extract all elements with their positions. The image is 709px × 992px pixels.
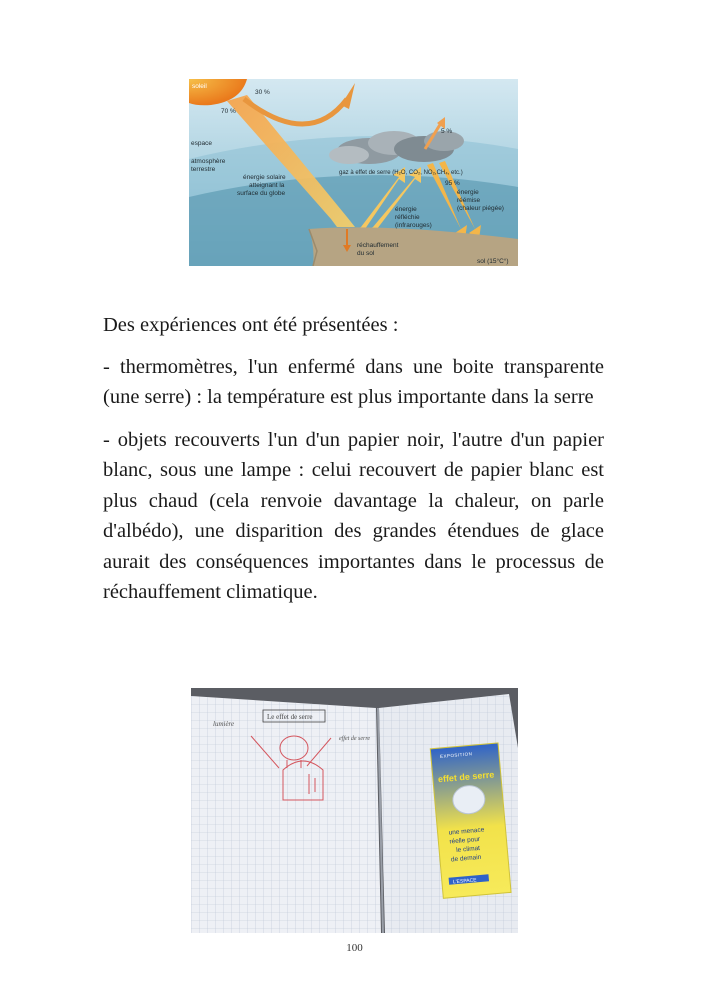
sketch-label-right: effet de serre (339, 736, 371, 742)
label-reemitted-3: (chaleur piégée) (457, 205, 504, 212)
sketch-label-left: lumière (213, 720, 235, 728)
paragraph-albedo: - objets recouverts l'un d'un papier noir, l'autre d'un papier blanc, sous une lampe : celui recouvert de papier blanc est plus chaud (cela renvoie davantage la chaleur, on parle d'albédo), une disparition des grandes étendues de glace aurait des conséquences importantes dans le processus de réchauffement climatique. (103, 428, 604, 603)
label-ground: sol (15°C°) (477, 258, 509, 265)
poster-background (430, 743, 511, 898)
poster-exposition: EXPOSITION (439, 751, 473, 760)
poster-publisher: L'ESPACE (452, 877, 477, 886)
label-reflected-2: réfléchie (395, 214, 420, 221)
diagram-svg (189, 79, 518, 266)
label-espace: espace (191, 140, 212, 147)
label-reemitted-2: réémise (457, 197, 481, 204)
poster-title: effet de serre (437, 769, 495, 785)
poster-card (430, 743, 511, 898)
label-reemitted-pct: 95 % (445, 180, 460, 187)
poster-subtitle-2: réelle pour (449, 835, 481, 846)
paragraph-intro: Des expériences ont été présentées : (103, 314, 399, 336)
poster-subtitle-1: une menace (448, 826, 485, 837)
notebook-photo (191, 688, 518, 933)
label-solar-energy-1: énergie solaire (243, 174, 286, 181)
notebook-title: Le effet de serre (267, 713, 313, 721)
left-page-grid (191, 696, 381, 933)
greenhouse-effect-diagram (189, 79, 518, 266)
label-escaping-pct: 5 % (441, 128, 453, 135)
label-warming-2: du sol (357, 250, 375, 257)
paragraph-thermometers: - thermomètres, l'un enfermé dans une boite transparente (une serre) : la température est plus importante dans la serre (103, 355, 604, 408)
label-atmosphere-1: atmosphère (191, 158, 226, 165)
label-solar-energy-2: atteignant la (249, 182, 285, 189)
label-warming-1: réchauffement (357, 242, 399, 249)
body-text (103, 310, 604, 620)
poster-subtitle-3: le climat (455, 844, 481, 854)
poster-subtitle-4: de demain (450, 853, 482, 864)
page-number: 100 (346, 942, 363, 954)
label-reemitted-1: énergie (457, 189, 479, 196)
label-soleil: soleil (192, 83, 207, 90)
label-incoming-pct: 70 % (221, 108, 236, 115)
label-reflected-3: (infrarouges) (395, 222, 432, 229)
label-reflected-pct: 30 % (255, 89, 270, 96)
label-atmosphere-2: terrestre (191, 166, 216, 173)
label-reflected-1: énergie (395, 206, 417, 213)
label-gases: gaz à effet de serre (H₂O, CO₂, NO₂,CH₄, etc.) (339, 170, 463, 176)
photo-svg (191, 688, 518, 933)
label-solar-energy-3: surface du globe (237, 190, 286, 197)
